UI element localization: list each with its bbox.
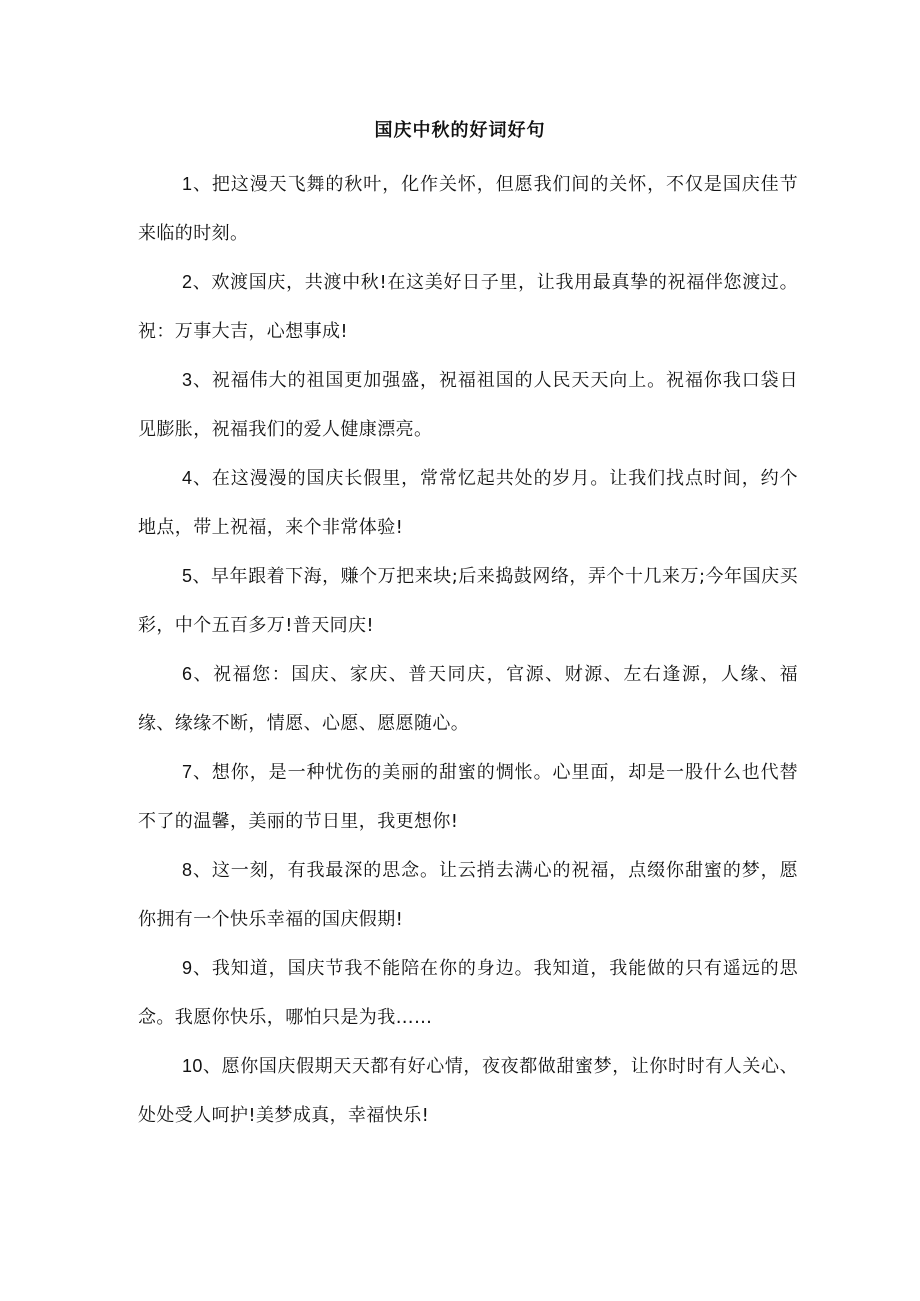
paragraph-2	[138, 258, 798, 356]
paragraph-number: 2	[182, 272, 193, 292]
paragraph-number: 4	[182, 468, 193, 488]
paragraph-9	[138, 944, 798, 1042]
paragraph-text: 、早年跟着下海，赚个万把来块;后来捣鼓网络，弄个十几来万;今年国庆买彩，中个五百多万!普天同庆!	[138, 566, 798, 636]
paragraph-8	[138, 846, 798, 944]
paragraph-number: 3	[182, 370, 193, 390]
document-title: 国庆中秋的好词好句	[374, 120, 546, 141]
paragraph-number: 7	[182, 762, 193, 782]
paragraph-number: 8	[182, 860, 193, 880]
paragraph-text: 、祝福伟大的祖国更加强盛，祝福祖国的人民天天向上。祝福你我口袋日见膨胀，祝福我们的爱人健康漂亮。	[138, 370, 798, 440]
paragraph-text: 、愿你国庆假期天天都有好心情，夜夜都做甜蜜梦，让你时时有人关心、处处受人呵护!美梦成真，幸福快乐!	[138, 1056, 798, 1126]
paragraph-number: 5	[182, 566, 193, 586]
paragraph-text: 、欢渡国庆，共渡中秋!在这美好日子里，让我用最真挚的祝福伴您渡过。祝：万事大吉，心想事成!	[138, 272, 798, 342]
paragraph-number: 9	[182, 958, 193, 978]
paragraph-3	[138, 356, 798, 454]
paragraph-7	[138, 748, 798, 846]
paragraph-text: 、想你，是一种忧伤的美丽的甜蜜的惆怅。心里面，却是一股什么也代替不了的温馨，美丽的节日里，我更想你!	[138, 762, 798, 832]
paragraph-10	[138, 1042, 798, 1140]
paragraph-number: 10	[182, 1056, 203, 1076]
paragraph-text: 、我知道，国庆节我不能陪在你的身边。我知道，我能做的只有遥远的思念。我愿你快乐，哪怕只是为我……	[138, 958, 798, 1028]
paragraph-4	[138, 454, 798, 552]
paragraph-1	[138, 160, 798, 258]
paragraph-6	[138, 650, 798, 748]
paragraph-5	[138, 552, 798, 650]
paragraph-text: 、在这漫漫的国庆长假里，常常忆起共处的岁月。让我们找点时间，约个地点，带上祝福，来个非常体验!	[138, 468, 798, 538]
paragraph-text: 、祝福您：国庆、家庆、普天同庆，官源、财源、左右逢源，人缘、福缘、缘缘不断，情愿、心愿、愿愿随心。	[138, 664, 798, 734]
paragraph-number: 1	[182, 174, 193, 194]
document-body	[138, 160, 798, 1140]
paragraph-text: 、把这漫天飞舞的秋叶，化作关怀，但愿我们间的关怀，不仅是国庆佳节来临的时刻。	[138, 174, 798, 244]
paragraph-text: 、这一刻，有我最深的思念。让云捎去满心的祝福，点缀你甜蜜的梦，愿你拥有一个快乐幸福的国庆假期!	[138, 860, 798, 930]
paragraph-number: 6	[182, 664, 193, 684]
